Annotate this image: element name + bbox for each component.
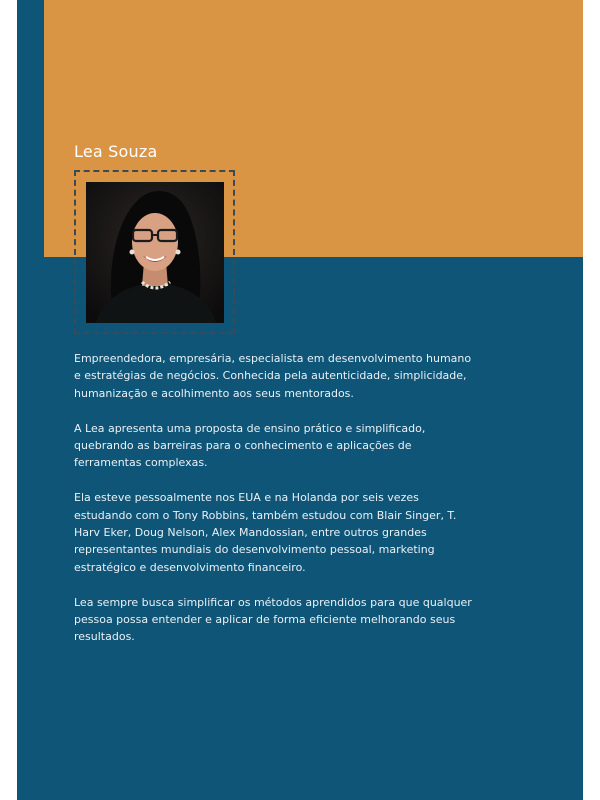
bio-paragraph: Ela esteve pessoalmente nos EUA e na Holanda por seis vezes estudando com o Tony Robbins, também estudou com Blair Singer, T. Harv Eker, Doug Nelson, Alex Mandossian, entre outros grandes representantes mundiais do desenvolvimento pessoal, marketing estratégico e desenvolvimento financeiro. [74,491,457,574]
bio-paragraph: Empreendedora, empresária, especialista em desenvolvimento humano e estratégias de negócios. Conhecida pela autenticidade, simplicidade, humanização e acolhimento aos seus mentorados. [74,352,472,400]
biography [74,350,474,663]
photo-frame [74,170,235,334]
bio-paragraph: A Lea apresenta uma proposta de ensino prático e simplificado, quebrando as barreiras para o conhecimento e aplicações de ferramentas complexas. [74,421,426,470]
bio-paragraph: Lea sempre busca simplificar os métodos aprendidos para que qualquer pessoa possa entender e aplicar de forma eficiente melhorando seus resultados. [74,595,472,644]
portrait-photo-icon [86,182,224,323]
portrait-photo [86,182,224,323]
document-page [17,0,583,800]
author-name: Lea Souza [74,142,158,161]
